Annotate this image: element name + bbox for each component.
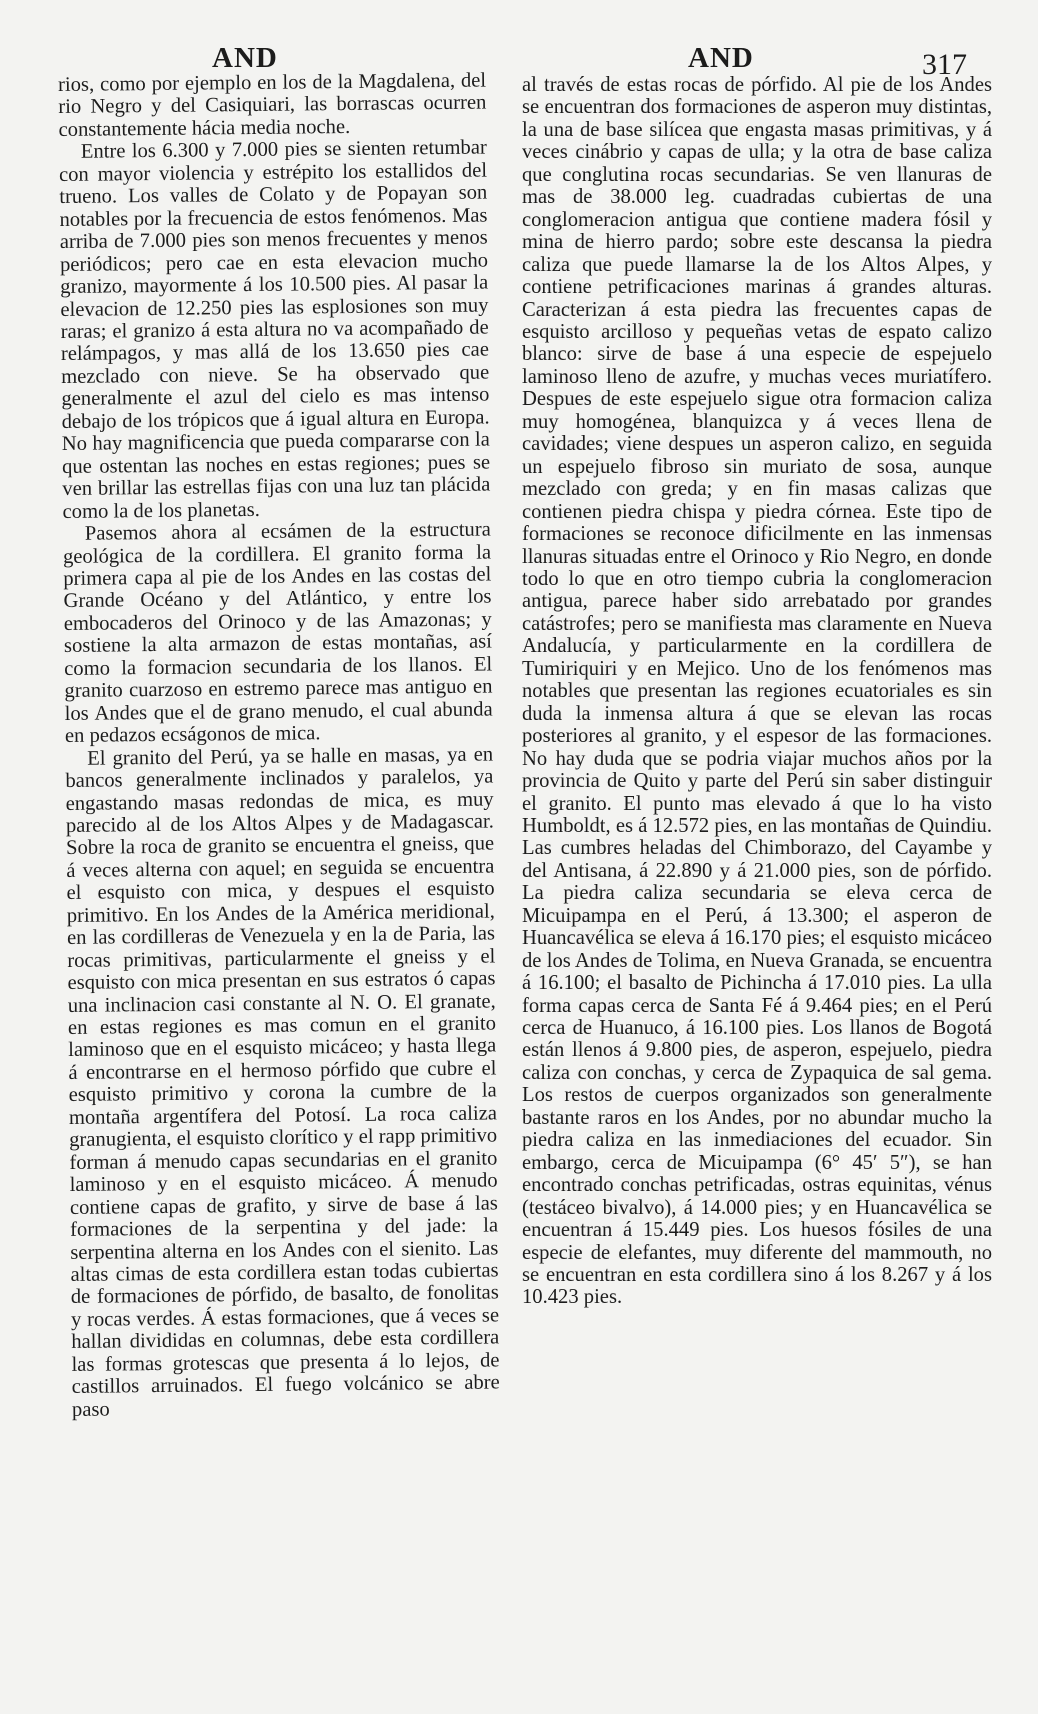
paragraph: Pasemos ahora al ecsámen de la estructura geológica de la cordillera. El granito forma la primera capa al pie de los Andes en las costas del Grande Océano y del Atlántico, y entre los embocaderos del Orinoco y de las Amazonas; y sostiene la alta armazon de estas montañas, así como la formacion secundaria de los llanos. El granito cuarzoso en estremo parece mas antiguo en los Andes que el de grano menudo, el cual abunda en pedazos ecságonos de mica.: [62, 518, 493, 748]
paragraph: El granito del Perú, ya se halle en masas, ya en bancos generalmente inclinados y paralelos, ya engastando masas redondas de mica, es muy parecido al de los Altos Alpes y de Madagascar. Sobre la roca de granito se encuentra el gneiss, que á veces alterna con aquel; en seguida se encuentra el esquisto con mica, y despues el esquisto primitivo. En los Andes de la América meridional, en las cordilleras de Venezuela y en la de Paria, las rocas primitivas, particularmente el gneiss y el esquisto con mica presentan en sus estratos ó capas una inclinacion casi constante al N. O. El granate, en estas regiones es mas comun en el granito laminoso que en el esquisto micáceo; y hasta llega á encontrarse en el hermoso pórfido que cubre el esquisto primitivo y corona la cumbre de la montaña argentífera del Potosí. La roca caliza granugienta, el esquisto clorítico y el rapp primitivo forman á menudo capas secundarias en el granito laminoso y en el esquisto micáceo. Á menudo contiene capas de grafito, y sirve de base á las formaciones de la serpentina y del jade: la serpentina alterna en los Andes con el sienito. Las altas cimas de esta cordillera estan todas cubiertas de formaciones de pórfido, de basalto, de fonolitas y rocas verdes. Á estas formaciones, que á veces se hallan divididas en columnas, debe esta cordillera las formas grotescas que presenta á lo lejos, de castillos arruinados. El fuego volcánico se abre paso: [65, 743, 500, 1421]
paragraph: al través de estas rocas de pórfido. Al pie de los Andes se encuentran dos formaciones de asperon muy distintas, la una de base silícea que engasta masas primitivas, y á veces cinábrio y capas de ulla; y la otra de base caliza que conglutina rocas secundarias. Se ven llanuras de mas de 38.000 leg. cuadradas cubiertas de una conglomeracion antigua que contiene madera fósil y mina de hierro pardo; sobre este descansa la piedra caliza que puede llamarse la de los Altos Alpes, y contiene petrificaciones marinas á grandes alturas. Caracterizan á esta piedra las frecuentes capas de esquisto arcilloso y pequeñas vetas de espato calizo blanco: sirve de base á una especie de espejuelo laminoso lleno de azufre, y muchas veces muriatífero. Despues de este espejuelo sigue otra formacion caliza muy homogénea, blanquizca y á veces llena de cavidades; viene despues un asperon calizo, en seguida un espejuelo fibroso sin muriato de sosa, aunque mezclado con greda; y en fin masas calizas que contienen piedra chispa y piedra córnea. Este tipo de formaciones se reconoce dificilmente en las inmensas llanuras situadas entre el Orinoco y Rio Negro, en donde todo lo que en otro tiempo cubria la conglomeracion antigua, parece haber sido arrebatado por grandes catástrofes; pero se manifiesta mas claramente en Nueva Andalucía, y particularmente en la cordillera de Tumiriquiri y en Mejico. Uno de los fenómenos mas notables que presentan las regiones ecuatoriales es sin duda la inmensa altura á que se elevan las rocas posteriores al granito, y el espesor de las formaciones. No hay duda que se podria viajar muchos años por la provincia de Quito y parte del Perú sin saber distinguir el granito. El punto mas elevado á que lo ha visto Humboldt, es á 12.572 pies, en las montañas de Quindiu. Las cumbres heladas del Chimborazo, del Cayambe y del Antisana, á 22.890 y á 21.000 pies, son de pórfido. La piedra caliza secundaria se eleva cerca de Micuipampa en el Perú, á 13.300; el asperon de Huancavélica se eleva á 16.170 pies; el esquisto micáceo de los Andes de Tolima, en Nueva Granada, se encuentra á 16.100; el basalto de Pichincha á 17.010 pies. La ulla forma capas cerca de Santa Fé á 9.464 pies; en el Perú cerca de Huanuco, á 16.100 pies. Los llanos de Bogotá están llenos á 9.800 pies, de asperon, espejuelo, piedra caliza con conchas, y cerca de Zypaquica de sal gema. Los restos de cuerpos organizados son generalmente bastante raros en los Andes, por no abundar mucho la piedra caliza en las inmediaciones del ecuador. Sin embargo, cerca de Micuipampa (6° 45′ 5″), se han encontrado conchas petrificadas, ostras equinitas, vénus (testáceo bivalvo), á 14.000 pies; y en Huancavélica se encuentran á 15.449 pies. Los huesos fósiles de una especie de elefantes, muy diferente del mammouth, no se encuentran en esta cordillera sino á los 8.267 y á los 10.423 pies.: [522, 74, 992, 1309]
page-number: 317: [922, 48, 967, 81]
running-head-right: AND: [688, 42, 754, 74]
paragraph: Entre los 6.300 y 7.000 pies se sienten retumbar con mayor violencia y estrépito los estallidos del trueno. Los valles de Colato y de Popayan son notables por la frecuencia de estos fenómenos. Mas arriba de 7.000 pies son menos frecuentes y menos periódicos; pero cae en esta elevacion mucho granizo, mayormente á los 10.500 pies. Al pasar la elevacion de 12.250 pies las esplosiones son muy raras; el granizo á esta altura no va acompañado de relámpagos, y mas allá de los 13.650 pies cae mezclado con nieve. Se ha observado que generalmente el azul del cielo es mas intenso debajo de los trópicos que á igual altura en Europa. No hay magnificencia que pueda compararse con la que ostentan las noches en estas regiones; pues se ven brillar las estrellas fijas con una luz tan plácida como la de los planetas.: [58, 136, 491, 523]
left-column: [58, 70, 500, 1422]
running-head-left: AND: [212, 42, 278, 74]
paragraph: rios, como por ejemplo en los de la Magdalena, del rio Negro y del Casiquiari, las borrascas ocurren constantemente hácia media noche.: [58, 69, 487, 141]
right-column: [522, 74, 992, 1309]
